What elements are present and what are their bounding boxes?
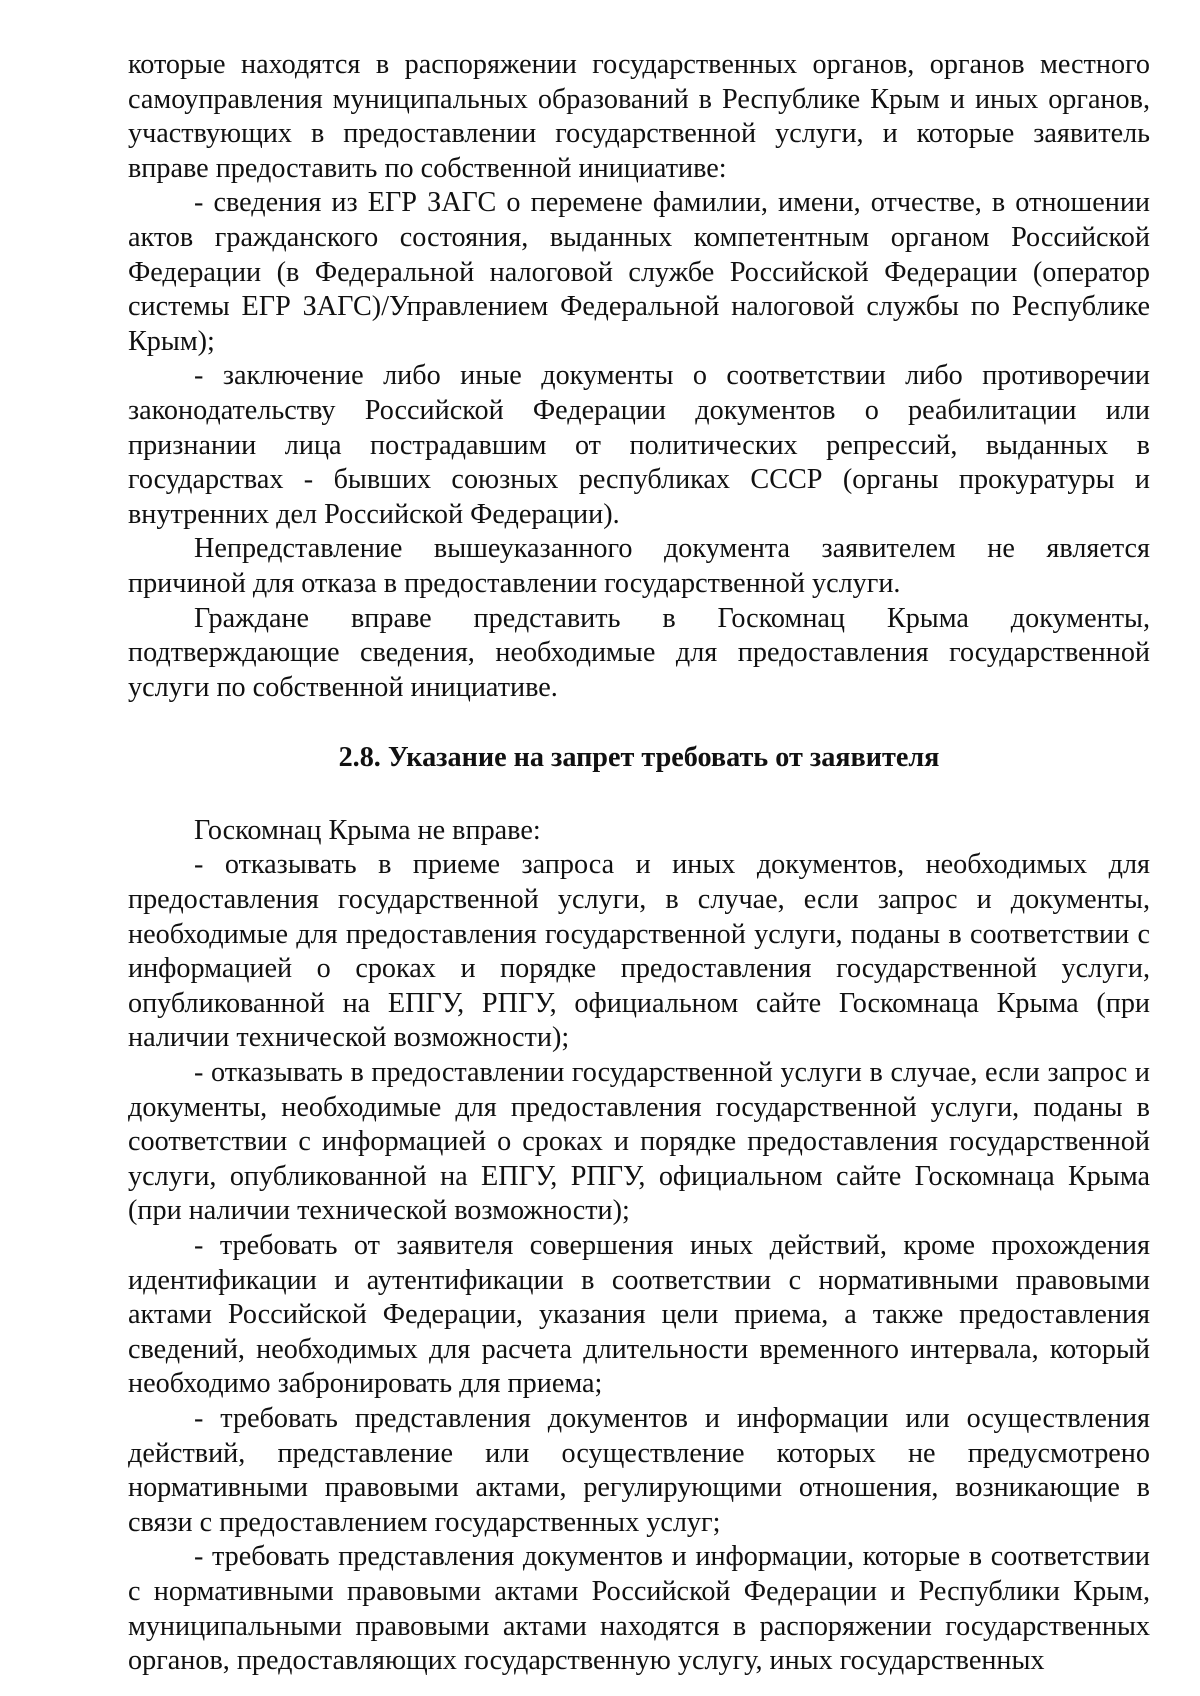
- paragraph-continuation: которые находятся в распоряжении государственных органов, органов местного самоуправления муниципальных образований в Республике Крым и иных органов, участвующих в предоставлении государственной услуги, и которые заявитель вправе предоставить по собственной инициативе:: [128, 49, 1150, 184]
- section-heading: 2.8. Указание на запрет требовать от заявителя: [338, 742, 940, 774]
- paragraph-egr-zags: - сведения из ЕГР ЗАГС о перемене фамилии, имени, отчестве, в отношении актов гражданского состояния, выданных компетентным органом Российской Федерации (в Федеральной налоговой службе Российской Федерации (оператор системы ЕГР ЗАГС)/Управлением Федеральной налоговой службы по Республике Крым);: [128, 187, 1150, 357]
- paragraph-rehabilitation: - заключение либо иные документы о соответствии либо противоречии законодательству Российской Федерации документов о реабилитации или признании лица пострадавшим от политических репрессий, выданных в государствах - бывших союзных республиках СССР (органы прокуратуры и внутренних дел Российской Федерации).: [128, 360, 1150, 530]
- paragraph-citizens-right: Граждане вправе представить в Госкомнац Крыма документы, подтверждающие сведения, необходимые для предоставления государственной услуги по собственной инициативе.: [128, 602, 1150, 703]
- paragraph-require-documents: - требовать представления документов и информации или осуществления действий, представление или осуществление которых не предусмотрено нормативными правовыми актами, регулирующими отношения, возникающие в связи с предоставлением государственных услуг;: [128, 1402, 1150, 1538]
- paragraph-nonsubmission: Непредставление вышеуказанного документа заявителем не является причиной для отказа в предоставлении государственной услуги.: [128, 533, 1150, 599]
- paragraph-refuse-provision: - отказывать в предоставлении государственной услуги в случае, если запрос и документы, необходимые для предоставления государственной услуги, поданы в соответствии с информацией о сроках и порядке предоставления государственной услуги, опубликованной на ЕПГУ, РПГУ, официальном сайте Госкомнаца Крыма (при наличии технической возможности);: [128, 1057, 1150, 1227]
- paragraph-require-documents-in-possession: - требовать представления документов и информации, которые в соответствии с нормативными правовыми актами Российской Федерации и Республики Крым, муниципальными правовыми актами находятся в распоряжении государственных органов, предоставляющих государственную услугу, иных государственных: [128, 1541, 1150, 1677]
- paragraph-refuse-acceptance: - отказывать в приеме запроса и иных документов, необходимых для предоставления государственной услуги, в случае, если запрос и документы, необходимые для предоставления государственной услуги, поданы в соответствии с информацией о сроках и порядке предоставления государственной услуги, опубликованной на ЕПГУ, РПГУ, официальном сайте Госкомнаца Крыма (при наличии технической возможности);: [128, 849, 1150, 1054]
- paragraph-require-actions: - требовать от заявителя совершения иных действий, кроме прохождения идентификации и аутентификации в соответствии с нормативными правовыми актами Российской Федерации, указания цели приема, а также предоставления сведений, необходимых для расчета длительности временного интервала, который необходимо забронировать для приема;: [128, 1230, 1150, 1400]
- document-page: [128, 48, 1150, 1679]
- paragraph-not-entitled: Госкомнац Крыма не вправе:: [194, 814, 541, 846]
